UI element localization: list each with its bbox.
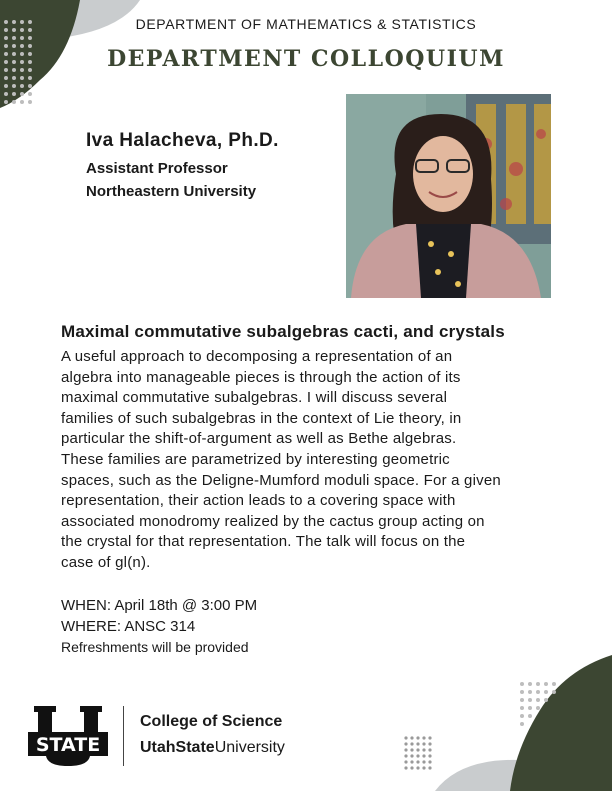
- abstract-line: maximal commutative subalgebras. I will discuss several: [61, 389, 448, 407]
- abstract-line: spaces, such as the Deligne-Mumford moduli space. For a given: [61, 471, 501, 489]
- abstract-line: These families are parametrized by interesting geometric: [61, 450, 450, 468]
- refreshments-note: Refreshments will be provided: [61, 639, 249, 655]
- university-name-bold: UtahState: [140, 739, 215, 756]
- bottom-right-decoration: [400, 650, 612, 791]
- abstract-line: associated monodromy realized by the cactus group acting on: [61, 512, 485, 530]
- department-heading: DEPARTMENT OF MATHEMATICS & STATISTICS: [135, 16, 477, 32]
- speaker-photo: [346, 94, 551, 298]
- talk-title: Maximal commutative subalgebras cacti, and crystals: [61, 322, 505, 341]
- abstract-line: families of such subalgebras in the context of Lie theory, in: [61, 409, 462, 427]
- speaker-title: Assistant Professor: [86, 160, 228, 177]
- abstract-line: particular the shift-of-argument as well as Bethe algebras.: [61, 430, 457, 448]
- logo-state-text: STATE: [35, 734, 101, 756]
- university-name-regular: University: [214, 739, 285, 756]
- college-name: College of Science: [140, 713, 283, 730]
- talk-abstract: [61, 347, 561, 574]
- abstract-line: representation, their action leads to a covering space with: [61, 492, 456, 510]
- abstract-line: A useful approach to decomposing a representation of an: [61, 348, 453, 365]
- speaker-institution: Northeastern University: [86, 183, 257, 200]
- event-where: WHERE: ANSC 314: [61, 618, 196, 635]
- abstract-line: the crystal for that representation. The talk will focus on the: [61, 533, 466, 551]
- abstract-line: case of gl(n).: [61, 553, 151, 571]
- event-title: DEPARTMENT COLLOQUIUM: [107, 46, 505, 72]
- green-blob-shape: [510, 655, 612, 791]
- footer-divider: [123, 706, 124, 766]
- event-when: WHEN: April 18th @ 3:00 PM: [61, 597, 258, 614]
- usu-state-logo: [26, 704, 110, 768]
- speaker-name: Iva Halacheva, Ph.D.: [86, 130, 279, 151]
- university-name: [140, 739, 285, 757]
- abstract-line: algebra into manageable pieces is through the action of its: [61, 368, 461, 386]
- dot-grid-small-decoration: [404, 736, 431, 769]
